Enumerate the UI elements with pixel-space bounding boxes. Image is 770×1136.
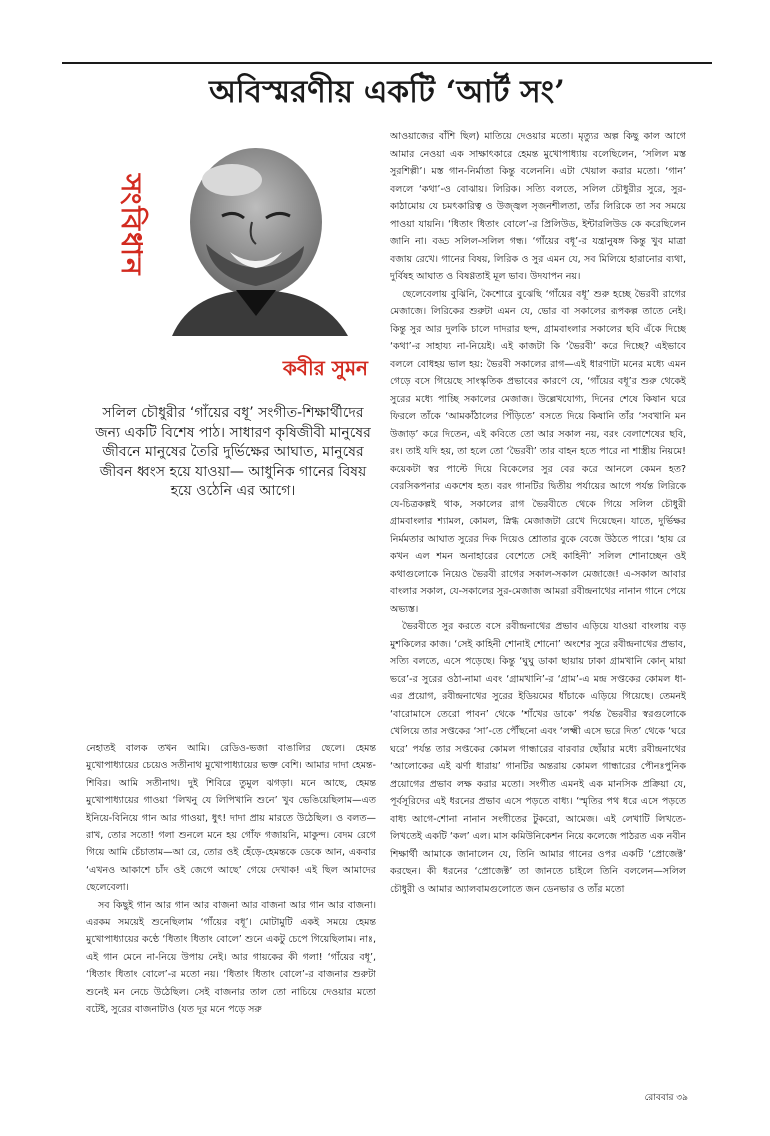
pull-quote: সলিল চৌধুরীর ‘গাঁয়ের বধূ’ সংগীত-শিক্ষার্থীদের জন্য একটি বিশেষ পাঠ। সাধারণ কৃষিজীবী মানুষের জীবনে মানুষের তৈরি দুর্ভিক্ষের আঘাত, মানুষের জীবন ধ্বংস হয়ে যাওয়া— আধুনিক গানের বিষয় হয়ে ওঠেনি এর আগে। bbox=[95, 405, 371, 499]
portrait-photo bbox=[152, 140, 366, 336]
article-column-left bbox=[86, 740, 376, 1060]
article-column-right bbox=[390, 128, 686, 1058]
paragraph: সব কিছুই গান আর গান আর বাজনা আর বাজনা আর গান আর বাজনা। এরকম সময়েই শুনেছিলাম ‘গাঁয়ের বধূ’। মোটামুটি একই সময়ে হেমন্ত মুখোপাধ্যায়ের কণ্ঠে ‘ধিতাং ধিতাং বোলে’ শুনে একটু চেপে গিয়েছিলাম। নাঃ, এই গান মেনে না-নিয়ে উপায় নেই। আর গায়কের কী গলা! ‘গাঁয়ের বধূ’, ‘ধিতাং ধিতাং বোলে’-র মতো নয়। ‘ধিতাং ধিতাং বোলে’-র বাজনার শুরুটা শুনেই মন নেচে উঠেছিল। সেই বাজনার তাল তো নাচিয়ে দেওয়ার মতো বটেই, সুরের বাজনাটাও (যত দূর মনে পড়ে সরু bbox=[86, 899, 376, 1016]
page-folio: রোববার ৩৯ bbox=[644, 1093, 688, 1103]
paragraph: আওয়াজের বাঁশি ছিল) মাতিয়ে দেওয়ার মতো। মৃত্যুর অল্প কিছু কাল আগে আমার নেওয়া এক সাক্ষাৎকারে হেমন্ত মুখোপাধ্যায় বলেছিলেন, ‘সলিল মস্ত সুরশিল্পী’। মস্ত গান-নির্মাতা কিন্তু বলেননি। এটা খেয়াল করার মতো। ‘গান’ বললে ‘কথা’-ও বোঝায়। লিরিক। সত্যি বলতে, সলিল চৌধুরীর সুরে, সুর-কাঠামোয় যে চমৎকারিত্ব ও উজ্জ্বল সৃজনশীলতা, তাঁর লিরিকে তা সব সময়ে পাওয়া যায়নি। ‘ধিতাং ধিতাং বোলে’-র প্রিলিউড, ইন্টারলিউড কে করেছিলেন জানি না। বড্ড সলিল-সলিল গন্ধ। ‘গাঁয়ের বধূ’-র যন্ত্রানুষঙ্গ কিন্তু খুব মাত্রা বজায় রেখে। গানের বিষয়, লিরিক ও সুর এমন যে, সব মিলিয়ে হারানোর ব্যথা, দুর্বিষহ আঘাত ও বিষণ্ণতাই মূল ভাব। উদযাপন নয়। bbox=[390, 131, 686, 282]
paragraph: নেহাতই বালক তখন আমি। রেডিও-ভজা বাঙালির ছেলে। হেমন্ত মুখোপাধ্যায়ের চেয়েও সতীনাথ মুখোপাধ্যায়ের ভক্ত বেশি। আমার দাদা হেমন্ত-শিবির। আমি সতীনাথ। দুই শিবিরে তুমুল ঝগড়া। মনে আছে, হেমন্ত মুখোপাধ্যায়ের গাওয়া ‘লিখনু যে লিপিখানি শুনে’ খুব ভেঙিয়েছিলাম—এত ইনিয়ে-বিনিয়ে গান আর গাওয়া, ধুৎ! দাদা প্রায় মারতে উঠেছিল। ও বলত—রাখ, তোর সতো! গলা শুনলে মনে হয় গোঁফ গজায়নি, মাকুন্দ। বেদম রেগে গিয়ে আমি চেঁচাতাম—আ রে, তোর ওই হেঁড়ে-হেমন্তকে ডেকে আন, একবার ‘এখনও আকাশে চাঁদ ওই জেগে আছে’ গেয়ে দেখাক! এই ছিল আমাদের ছেলেবেলা। bbox=[86, 743, 376, 894]
paragraph: ভৈরবীতে সুর করতে বসে রবীন্দ্রনাথের প্রভাব এড়িয়ে যাওয়া বাংলায় বড় মুশকিলের কাজ। ‘সেই কাহিনী শোনাই শোনো’ অংশের সুরে রবীন্দ্রনাথের প্রভাব, সত্যি বলতে, এসে পড়েছে। কিন্তু ‘ঘুঘু ডাকা ছায়ায় ঢাকা গ্রামখানি কোন্ মায়া ভরে’-র সুরের ওঠা-নামা এবং ‘গ্রামখানি’-র ‘গ্রাম’-এ মন্দ্র সপ্তকের কোমল ধা-এর প্রয়োগ, রবীন্দ্রনাথের সুরের ইডিয়মের ধাঁচাকে এড়িয়ে গিয়েছে। তেমনই ‘বারোমাসে তেরো পাবন’ থেকে ‘শাঁখের ডাকে’ পর্যন্ত ভৈরবীর স্বরগুলোকে খেলিয়ে তার সপ্তকের ‘সা’-তে পৌঁছনো এবং ‘লক্ষ্মী এসে ভরে দিত’ থেকে ‘ঘরে ঘরে’ পর্যন্ত তার সপ্তকের কোমল গান্ধারের বারবার ছোঁয়ার মধ্যে রবীন্দ্রনাথের ‘আলোকের এই ঝর্ণা ধারায়’ গানটির অন্তরায় কোমল গান্ধারের পৌনঃপুনিক প্রয়োগের প্রভাব লক্ষ করার মতো। সংগীত এমনই এক মানসিক প্রক্রিয়া যে, পূর্বসূরিদের এই ধরনের প্রভাব এসে পড়তে বাধ্য। ‘স্মৃতির পথ ধরে এসে পড়তে বাধ্য আগে-শোনা নানান সংগীতের টুকরো, আমেজ। এই লেখাটি লিখতে-লিখতেই একটি ‘কল’ এল। মাস কমিউনিকেশন নিয়ে কলেজে পাঠরত এক নবীন শিক্ষার্থী আমাকে জানালেন যে, তিনি আমার গানের ওপর একটি ‘প্রোজেক্ট’ করছেন। কী ধরনের ‘প্রোজেক্ট’ তা জানতে চাইলে তিনি বললেন—সলিল চৌধুরী ও আমার অ্যালবামগুলোতে জন ডেনভার ও তাঁর মতো bbox=[390, 621, 686, 895]
top-rule bbox=[62, 62, 712, 64]
column-label: সংবিধান bbox=[115, 173, 148, 277]
headline: অবিস্মরণীয় একটি ‘আর্ট সং’ bbox=[209, 74, 565, 110]
byline-author: কবীর সুমন bbox=[282, 356, 368, 380]
paragraph: ছেলেবেলায় বুঝিনি, কৈশোরে বুঝেছি ‘গাঁয়ের বধূ’ শুরু হচ্ছে ভৈরবী রাগের মেজাজে। লিরিকের শুরুটা এমন যে, ভোর বা সকালের রূপকল্প তাতে নেই। কিন্তু সুর আর দুলকি চালে দাদরার ছন্দ, গ্রামবাংলার সকালের ছবি এঁকে দিচ্ছে ‘কথা’-র সাহায্য না-নিয়েই। এই কাজটা কি ‘ভৈরবী’ করে দিচ্ছে? এইভাবে বললে বোধহয় ভাল হয়: ভৈরবী সকালের রাগ—এই ধারণাটা মনের মধ্যে এমন গেড়ে বসে গিয়েছে সাংস্কৃতিক প্রভাবের কারণে যে, ‘গাঁয়ের বধূ’র শুরু থেকেই সুরের মধ্যে পাচ্ছি সকালের মেজাজ। উল্লেখযোগ্য, দিনের শেষে কিষান ঘরে ফিরলে তাঁকে ‘আমকাঁঠালের পিঁড়িতে’ বসতে দিয়ে কিষানি তাঁর ‘সবখানি মন উজাড়’ করে দিতেন, এই কবিতে তো আর সকাল নয়, বরং বেলাশেষের ছবি, রং। তাই যদি হয়, তা হলে তো ‘ভৈরবী’ তার বাহন হতে পারে না শাস্ত্রীয় নিয়মে! কয়েকটা স্বর পাল্টে দিয়ে বিকেলের সুর বের করে আনলে কেমন হত? বেরসিকপনার একশেষ হত। বরং গানটির দ্বিতীয় পর্যায়ের আগে পর্যন্ত লিরিকে যে-চিত্রকল্পই থাক, সকালের রাগ ভৈরবীতে থেকে গিয়ে সলিল চৌধুরী গ্রামবাংলার শ্যামল, কোমল, স্নিগ্ধ মেজাজটা রেখে দিয়েছেন। যাতে, দুর্ভিক্ষর নির্মমতার আঘাত সুরের দিক দিয়েও শ্রোতার বুকে বেজে উঠতে পারে। ‘হায় রে কখন এল শমন অনাহারের বেশেতে সেই কাহিনী’ সলিল শোনাচ্ছেন ওই কথাগুলোকে নিয়েও ভৈরবী রাগের সকাল-সকাল মেজাজে! এ-সকাল আবার বাংলার সকাল, যে-সকালের সুর-মেজাজ আমরা রবীন্দ্রনাথের নানান গানে পেয়ে অভ্যস্ত। bbox=[390, 288, 686, 615]
author-portrait bbox=[152, 140, 366, 336]
